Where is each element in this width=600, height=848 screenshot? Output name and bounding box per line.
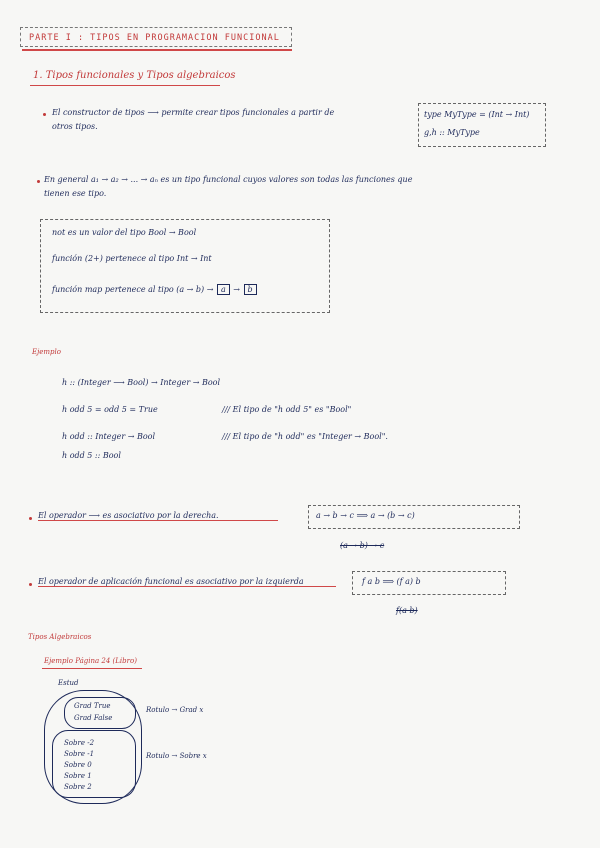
bullet4-text: El operador de aplicación funcional es asociativo por la izquierda (38, 577, 336, 587)
list-b-box: b (244, 284, 257, 295)
grad-item: Grad True (74, 702, 111, 710)
bullet1-text: El constructor de tipos ⟶ permite crear tipos funcionales a partir de (52, 108, 335, 117)
bullet (29, 583, 32, 586)
book-example-label: Ejemplo Página 24 (Libro) (44, 657, 137, 665)
sobre-item: Sobre -1 (64, 750, 95, 758)
heading-underline (30, 85, 220, 86)
map-example (52, 284, 258, 295)
type-definition-line: type MyType = (Int → Int) (424, 110, 530, 119)
sobre-item: Sobre -2 (64, 739, 95, 747)
bullet2-text: En general a₁ → a₂ → ... → aₙ es un tipo funcional cuyos valores son todas las funciones que (44, 175, 413, 184)
sobre-item: Sobre 1 (64, 772, 92, 780)
title-underline (22, 49, 292, 51)
section-heading: 1. Tipos funcionales y Tipos algebraicos (33, 70, 236, 81)
algebraic-heading: Tipos Algebraicos (28, 633, 92, 641)
example-line-4: h odd 5 :: Bool (62, 451, 121, 460)
example-line-3: h odd :: Integer → Bool (62, 432, 156, 441)
sobre-item: Sobre 0 (64, 761, 92, 769)
sobre-item: Sobre 2 (64, 783, 92, 791)
arrow: → (233, 285, 240, 294)
left-assoc-equivalence: f a b ⟹ (f a) b (362, 577, 421, 586)
page-title: PARTE I : TIPOS EN PROGRAMACION FUNCIONAL (20, 27, 292, 47)
example-line-1: h :: (Integer ⟶ Bool) → Integer → Bool (62, 378, 221, 387)
bullet2-text-cont: tienen ese tipo. (44, 189, 107, 198)
bullet (37, 180, 40, 183)
label-underline (42, 668, 142, 669)
right-assoc-equivalence: a → b → c ⟹ a → (b → c) (316, 511, 415, 520)
bullet1-text-cont: otros tipos. (52, 122, 98, 131)
struck-expression: f(a b) (396, 606, 418, 615)
example-label: Ejemplo (32, 348, 61, 356)
bullet (29, 517, 32, 520)
struck-expression: (a → b) → c (340, 541, 385, 550)
type-signature-line: g,h :: MyType (424, 128, 480, 137)
list-a-box: a (217, 284, 230, 295)
bullet3-text: El operador ⟶ es asociativo por la derecha. (38, 511, 278, 521)
not-example: not es un valor del tipo Bool → Bool (52, 228, 197, 237)
map-example-prefix: función map pertenece al tipo (a → b) → (52, 285, 214, 294)
example-note-2: /// El tipo de "h odd 5" es "Bool" (222, 405, 352, 414)
grad-annotation: Rotulo → Grad x (146, 706, 204, 714)
example-note-3: /// El tipo de "h odd" es "Integer → Bool". (222, 432, 388, 441)
plus-example: función (2+) pertenece al tipo Int → Int (52, 254, 212, 263)
bullet (43, 113, 46, 116)
grad-item: Grad False (74, 714, 113, 722)
set-label: Estud (58, 679, 79, 687)
example-line-2: h odd 5 = odd 5 = True (62, 405, 158, 414)
sobre-annotation: Rotulo → Sobre x (146, 752, 207, 760)
